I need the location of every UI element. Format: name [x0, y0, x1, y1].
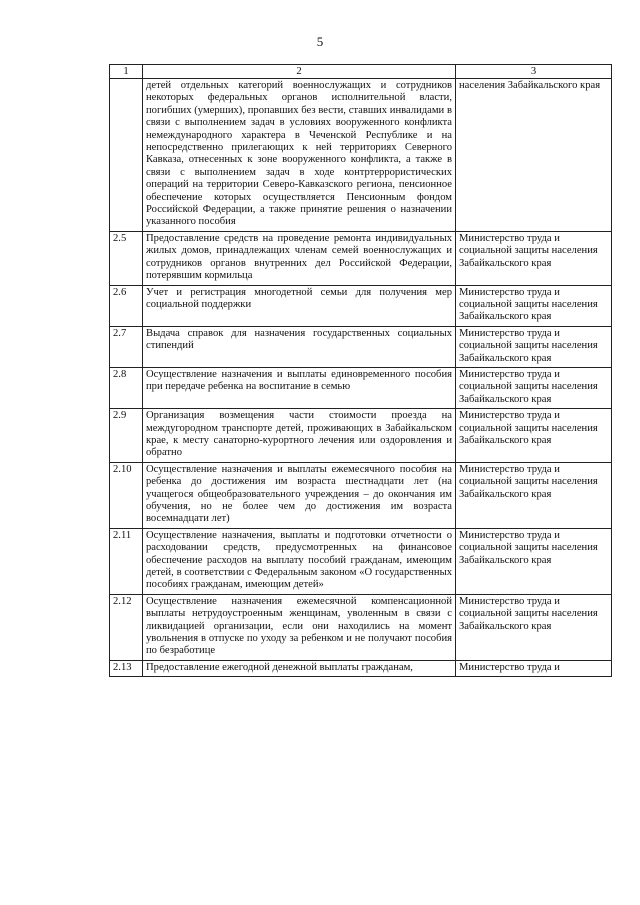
- page-number: 5: [316, 34, 324, 49]
- row-number: 2.12: [110, 594, 143, 660]
- table-row: [110, 528, 612, 594]
- row-service-text: Осуществление назначения, выплаты и подготовки отчетности о расходовании средств, предусмотренных на финансовое обеспечение расходов на выплату пособий гражданам, имеющим детей, в соответствии с Федеральным законом «О государственных пособиях гражданам, имеющим детей»: [143, 528, 456, 594]
- row-number: 2.13: [110, 660, 143, 676]
- row-number: 2.9: [110, 409, 143, 463]
- row-organization: Министерство труда и социальной защиты населения Забайкальского края: [456, 528, 612, 594]
- table-row: [110, 285, 612, 326]
- row-number: 2.6: [110, 285, 143, 326]
- row-number: [110, 79, 143, 232]
- header-col-2: 2: [143, 65, 456, 79]
- row-number: 2.7: [110, 326, 143, 367]
- row-organization: Министерство труда и социальной защиты населения Забайкальского края: [456, 326, 612, 367]
- row-service-text: Выдача справок для назначения государственных социальных стипендий: [143, 326, 456, 367]
- row-number: 2.8: [110, 367, 143, 408]
- row-number: 2.5: [110, 231, 143, 285]
- row-service-text: Осуществление назначения и выплаты единовременного пособия при передаче ребенка на воспитание в семью: [143, 367, 456, 408]
- table-row: [110, 462, 612, 528]
- table-row: [110, 594, 612, 660]
- row-service-text: Учет и регистрация многодетной семьи для получения мер социальной поддержки: [143, 285, 456, 326]
- table-row: [110, 367, 612, 408]
- row-organization: Министерство труда и социальной защиты населения Забайкальского края: [456, 594, 612, 660]
- row-service-text: детей отдельных категорий военнослужащих и сотрудников некоторых федеральных органов исполнительной власти, погибших (умерших), пропавших без вести, ставших инвалидами в связи с выполнением задач в условиях вооруженного конфликта немеждународного характера в Чеченской Республике и на непосредственно прилегающих к ней территориях Северного Кавказа, отнесенных к зоне вооруженного конфликта, а также в связи с выполнением задач в ходе контртеррористических операций на территории Северо-Кавказского региона, пенсионное обеспечение которых осуществляется Пенсионным фондом Российской Федерации, а также принятие решения о назначении указанного пособия: [143, 79, 456, 232]
- table-row: [110, 660, 612, 676]
- table-row: [110, 79, 612, 232]
- row-organization: Министерство труда и социальной защиты населения Забайкальского края: [456, 285, 612, 326]
- row-organization: населения Забайкальского края: [456, 79, 612, 232]
- row-service-text: Организация возмещения части стоимости проезда на междугородном транспорте детей, проживающих в Забайкальском крае, к месту санаторно-курортного лечения или оздоровления и обратно: [143, 409, 456, 463]
- table-row: [110, 326, 612, 367]
- row-number: 2.10: [110, 462, 143, 528]
- row-service-text: Предоставление средств на проведение ремонта индивидуальных жилых домов, принадлежащих членам семей военнослужащих и сотрудников органов внутренних дел Российской Федерации, потерявшим кормильца: [143, 231, 456, 285]
- table-header-row: [110, 65, 612, 79]
- row-service-text: Осуществление назначения и выплаты ежемесячного пособия на ребенка до достижения им возраста шестнадцати лет (на учащегося общеобразовательного учреждения – до окончания им обучения, но не более чем до достижения им возраста восемнадцати лет): [143, 462, 456, 528]
- table-row: [110, 231, 612, 285]
- table-row: [110, 409, 612, 463]
- row-service-text: Осуществление назначения ежемесячной компенсационной выплаты нетрудоустроенным женщинам, уволенным в связи с ликвидацией организации, если они находились на момент увольнения в отпуске по уходу за ребенком и не получают пособия по безработице: [143, 594, 456, 660]
- header-col-3: 3: [456, 65, 612, 79]
- row-organization: Министерство труда и социальной защиты населения Забайкальского края: [456, 367, 612, 408]
- header-col-1: 1: [110, 65, 143, 79]
- row-service-text: Предоставление ежегодной денежной выплаты гражданам,: [143, 660, 456, 676]
- row-organization: Министерство труда и социальной защиты населения Забайкальского края: [456, 409, 612, 463]
- row-number: 2.11: [110, 528, 143, 594]
- row-organization: Министерство труда и социальной защиты населения Забайкальского края: [456, 462, 612, 528]
- row-organization: Министерство труда и: [456, 660, 612, 676]
- services-table: [109, 64, 612, 677]
- row-organization: Министерство труда и социальной защиты населения Забайкальского края: [456, 231, 612, 285]
